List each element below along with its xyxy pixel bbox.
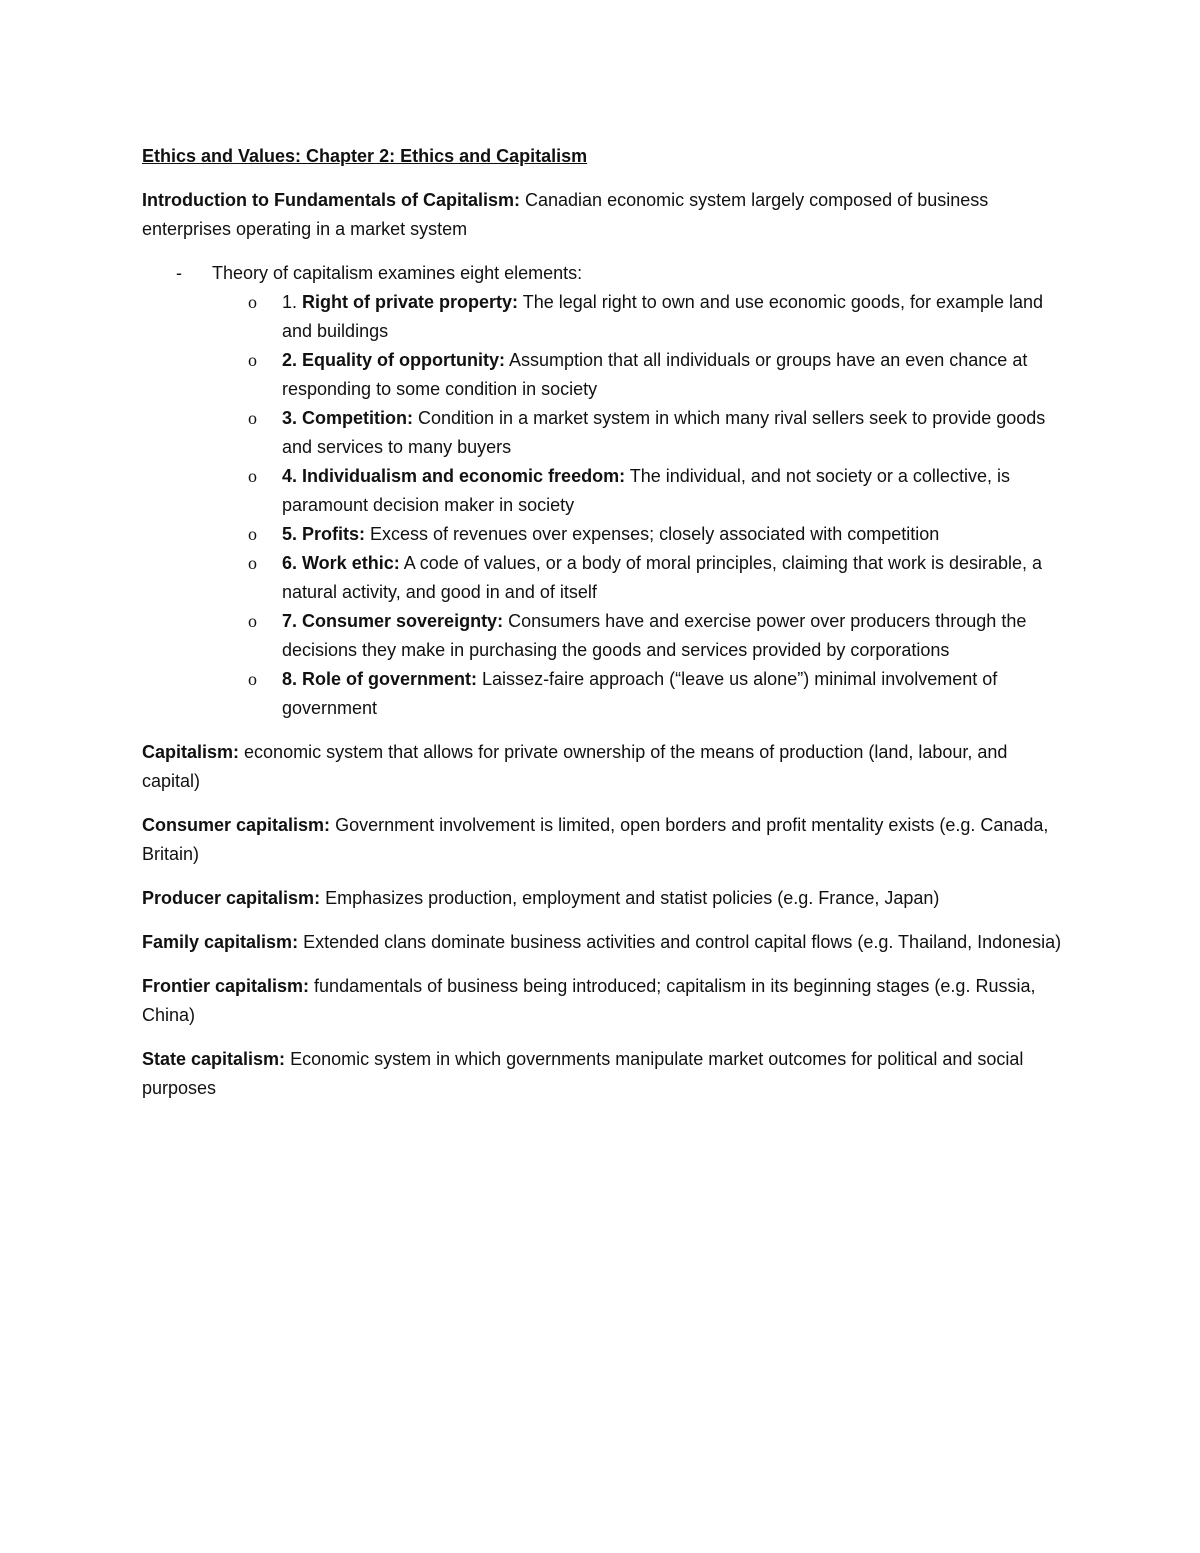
element-item-4 [212, 462, 1062, 520]
element-number: 1. [282, 292, 303, 312]
definition-text: Emphasizes production, employment and statist policies (e.g. France, Japan) [320, 888, 940, 908]
element-item-2 [212, 346, 1062, 404]
elements-list-item [142, 259, 1062, 723]
definition-frontier-capitalism [142, 972, 1062, 1030]
circle-bullet-icon: o [248, 524, 257, 544]
definition-text: Economic system in which governments manipulate market outcomes for political and social purposes [142, 1049, 1024, 1098]
element-text: Condition in a market system in which many rival sellers seek to provide goods and services to many buyers [282, 408, 1046, 457]
definition-text: Government involvement is limited, open borders and profit mentality exists (e.g. Canada, Britain) [142, 815, 1049, 864]
elements-list [142, 259, 1062, 723]
element-text: Laissez-faire approach (“leave us alone”) minimal involvement of government [282, 669, 998, 718]
document-page [142, 142, 1062, 1118]
definition-consumer-capitalism [142, 811, 1062, 869]
definition-term: Frontier capitalism: [142, 976, 310, 996]
element-item-7 [212, 607, 1062, 665]
element-item-5 [212, 520, 1062, 549]
elements-sublist [212, 288, 1062, 723]
definition-text: economic system that allows for private ownership of the means of production (land, labour, and capital) [142, 742, 1008, 791]
definition-text: Extended clans dominate business activities and control capital flows (e.g. Thailand, Indonesia) [298, 932, 1062, 952]
element-text: The individual, and not society or a collective, is paramount decision maker in society [282, 466, 1010, 515]
circle-bullet-icon: o [248, 292, 257, 312]
element-item-3 [212, 404, 1062, 462]
intro-paragraph [142, 186, 1062, 244]
element-text: Assumption that all individuals or groups have an even chance at responding to some condition in society [282, 350, 1028, 399]
element-text: Excess of revenues over expenses; closely associated with competition [365, 524, 940, 544]
element-term: 5. Profits: [282, 524, 366, 544]
definition-term: Family capitalism: [142, 932, 299, 952]
circle-bullet-icon: o [248, 611, 257, 631]
element-item-6 [212, 549, 1062, 607]
element-item-8 [212, 665, 1062, 723]
element-term: Right of private property: [302, 292, 519, 312]
element-text: The legal right to own and use economic goods, for example land and buildings [282, 292, 1044, 341]
element-item-1 [212, 288, 1062, 346]
definition-family-capitalism [142, 928, 1062, 957]
elements-lead-text: Theory of capitalism examines eight elements: [212, 263, 583, 283]
circle-bullet-icon: o [248, 553, 257, 573]
circle-bullet-icon: o [248, 466, 257, 486]
definition-state-capitalism [142, 1045, 1062, 1103]
element-text: A code of values, or a body of moral principles, claiming that work is desirable, a natural activity, and good in and of itself [282, 553, 1043, 602]
element-term: 6. Work ethic: [282, 553, 400, 573]
intro-text: Canadian economic system largely composed of business enterprises operating in a market system [142, 190, 989, 239]
element-text: Consumers have and exercise power over producers through the decisions they make in purchasing the goods and services provided by corporations [282, 611, 1027, 660]
circle-bullet-icon: o [248, 408, 257, 428]
element-term: 7. Consumer sovereignty: [282, 611, 504, 631]
definition-capitalism [142, 738, 1062, 796]
intro-term: Introduction to Fundamentals of Capitalism: [142, 190, 520, 210]
element-term: 3. Competition: [282, 408, 413, 428]
document-title: Ethics and Values: Chapter 2: Ethics and Capitalism [142, 146, 588, 166]
circle-bullet-icon: o [248, 350, 257, 370]
definition-term: State capitalism: [142, 1049, 286, 1069]
element-term: 4. Individualism and economic freedom: [282, 466, 626, 486]
element-term: 2. Equality of opportunity: [282, 350, 505, 370]
definition-term: Capitalism: [142, 742, 240, 762]
dash-bullet-icon: - [176, 263, 182, 283]
definition-producer-capitalism [142, 884, 1062, 913]
definition-term: Consumer capitalism: [142, 815, 331, 835]
element-term: 8. Role of government: [282, 669, 478, 689]
definition-term: Producer capitalism: [142, 888, 321, 908]
definition-text: fundamentals of business being introduced; capitalism in its beginning stages (e.g. Russia, China) [142, 976, 1036, 1025]
circle-bullet-icon: o [248, 669, 257, 689]
